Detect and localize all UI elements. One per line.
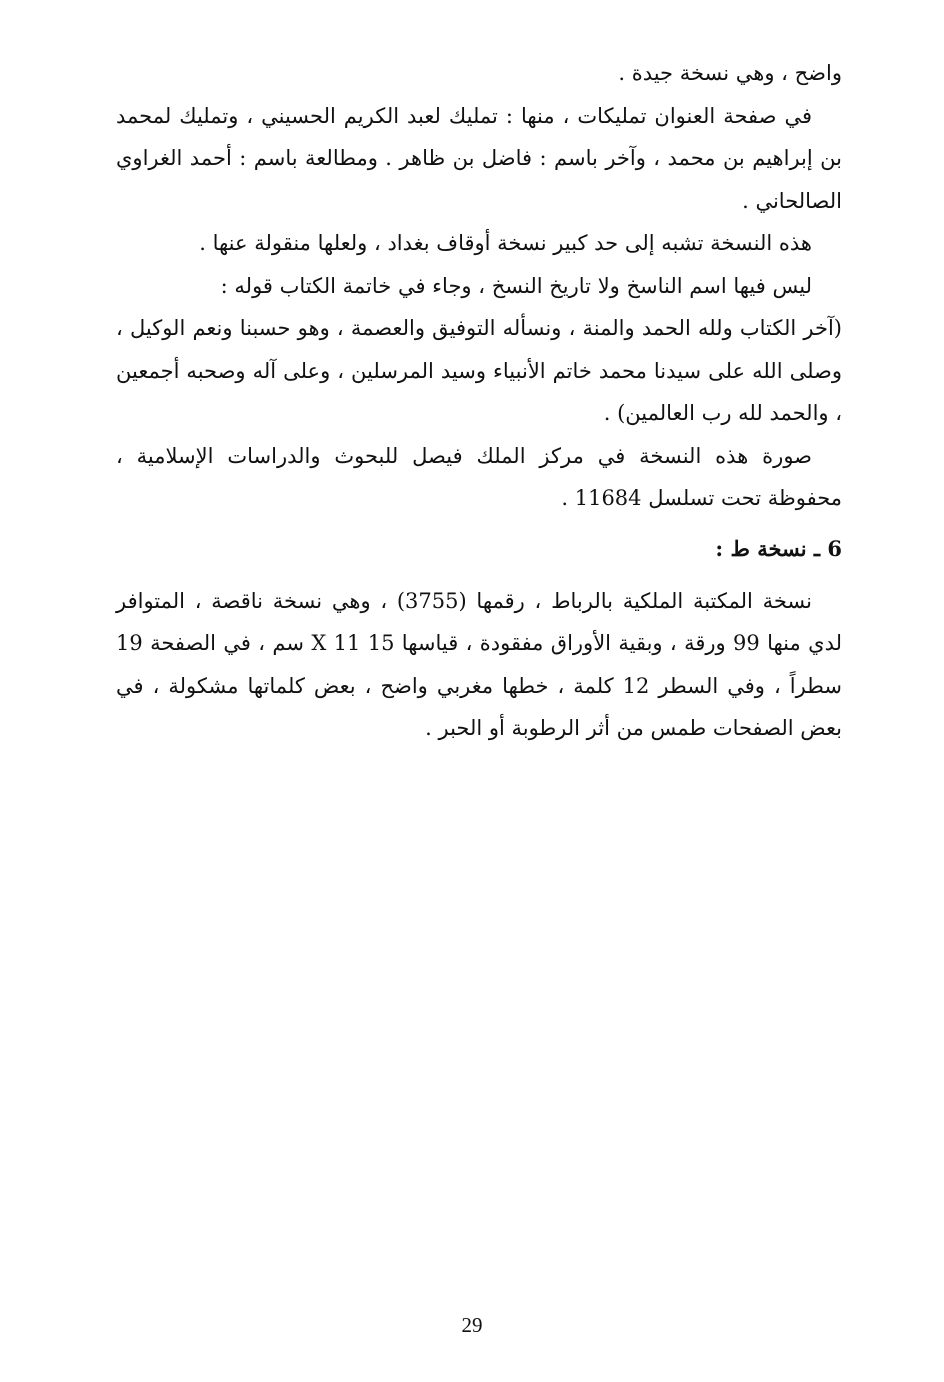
page-body (116, 52, 842, 750)
paragraph: هذه النسخة تشبه إلى حد كبير نسخة أوقاف بغداد ، ولعلها منقولة عنها . (199, 231, 812, 255)
paragraph: واضح ، وهي نسخة جيدة . (618, 61, 842, 85)
paragraph: في صفحة العنوان تمليكات ، منها : تمليك لعبد الكريم الحسيني ، وتمليك لمحمد بن إبراهيم بن محمد ، وآخر باسم : فاضل بن ظاهر . ومطالعة باسم : أحمد الغراوي الصالحاني . (116, 103, 842, 213)
paragraph: نسخة المكتبة الملكية بالرباط ، رقمها (3755) ، وهي نسخة ناقصة ، المتوافر لدي منها 99 ورقة ، وبقية الأوراق مفقودة ، قياسها 15 X 11 سم ، في الصفحة 19 سطراً ، وفي السطر 12 كلمة ، خطها مغربي واضح ، بعض كلماتها مشكولة ، في بعض الصفحات طمس من أثر الرطوبة أو الحبر . (116, 588, 842, 740)
section-heading: 6 ـ نسخة ط : (715, 535, 842, 561)
paragraph: ليس فيها اسم الناسخ ولا تاريخ النسخ ، وجاء في خاتمة الكتاب قوله : (220, 273, 812, 298)
page-number: 29 (461, 1313, 483, 1337)
quotation-paragraph: (آخر الكتاب ولله الحمد والمنة ، ونسأله التوفيق والعصمة ، وهو حسبنا ونعم الوكيل ، وصلى الله على سيدنا محمد خاتم الأنبياء وسيد المرسلين ، وعلى آله وصحبه أجمعين ، والحمد لله رب العالمين) . (116, 316, 842, 425)
paragraph: صورة هذه النسخة في مركز الملك فيصل للبحوث والدراسات الإسلامية ، محفوظة تحت تسلسل 11684 . (116, 443, 842, 510)
